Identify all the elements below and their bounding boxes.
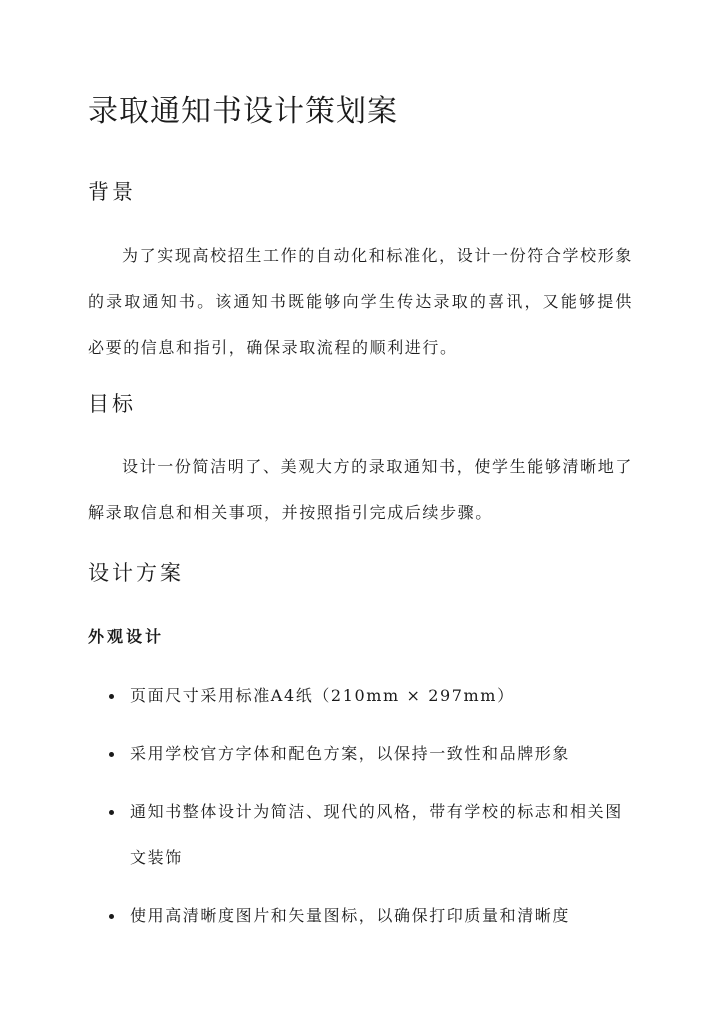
list-item-text: 采用学校官方字体和配色方案，以保持一致性和品牌形象 [130, 744, 571, 763]
section-heading-design-plan: 设计方案 [88, 561, 184, 585]
bullet-icon [109, 914, 114, 919]
list-item [88, 673, 633, 719]
list-item [88, 731, 633, 777]
list-item [88, 789, 633, 881]
list-item [88, 893, 633, 939]
appearance-list [88, 673, 633, 951]
list-item-text: 页面尺寸采用标准A4纸（210mm × 297mm） [130, 686, 515, 705]
bullet-icon [109, 810, 114, 815]
document-title: 录取通知书设计策划案 [88, 94, 398, 129]
list-item-text: 通知书整体设计为简洁、现代的风格，带有学校的标志和相关图文装饰 [130, 802, 623, 867]
bullet-icon [109, 752, 114, 757]
subsection-heading-appearance: 外观设计 [88, 627, 165, 646]
list-item-text: 使用高清晰度图片和矢量图标，以确保打印质量和清晰度 [130, 906, 571, 925]
goal-paragraph: 设计一份简洁明了、美观大方的录取通知书，使学生能够清晰地了解录取信息和相关事项，并按照指引完成后续步骤。 [88, 457, 633, 522]
section-heading-background: 背景 [88, 180, 136, 204]
background-paragraph: 为了实现高校招生工作的自动化和标准化，设计一份符合学校形象的录取通知书。该通知书既能够向学生传达录取的喜讯，又能够提供必要的信息和指引，确保录取流程的顺利进行。 [88, 246, 633, 357]
section-heading-goal: 目标 [88, 392, 136, 416]
bullet-icon [109, 694, 114, 699]
